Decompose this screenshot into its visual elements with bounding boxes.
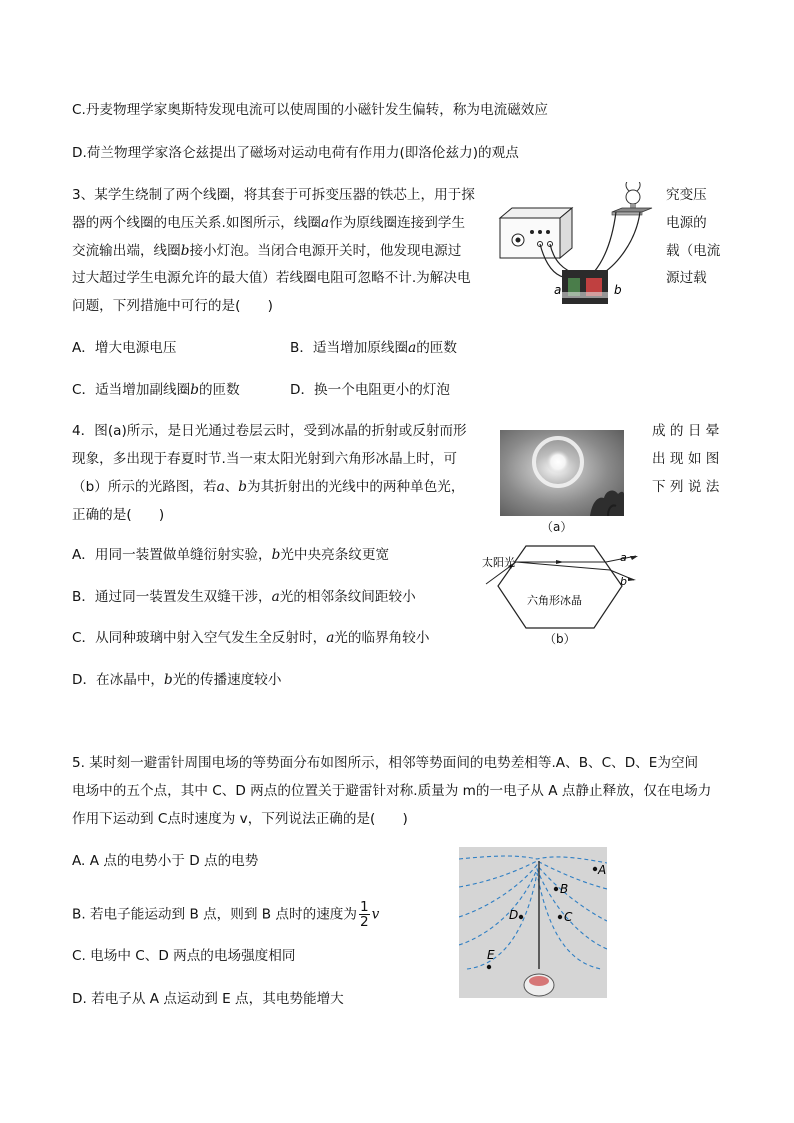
q5-line-3: 作用下运动到 C点时速度为 v，下列说法正确的是( ) (72, 811, 408, 827)
q3-line-2-end: 电源的 (666, 215, 707, 231)
point-a-label: A (598, 863, 607, 877)
q4-option-d: D．在冰晶中，b光的传播速度较小 (72, 672, 282, 688)
q3-option-a: A．增大电源电压 (72, 340, 177, 356)
q5-line-2: 电场中的五个点，其中 C、D 两点的位置关于避雷针对称.质量为 m的一电子从 A 点静止释放，仅在电场力 (72, 783, 712, 799)
transformer-figure (494, 182, 662, 310)
q5-option-a: A. A 点的电势小于 D 点的电势 (72, 853, 259, 869)
q3-option-b: B．适当增加原线圈a的匝数 (290, 340, 457, 356)
q5-option-d: D. 若电子从 A 点运动到 E 点，其电势能增大 (72, 991, 344, 1007)
q3-option-d: D．换一个电阻更小的灯泡 (290, 382, 450, 398)
point-d-label: D (509, 908, 519, 922)
q3-line-2: 器的两个线圈的电压关系.如图所示，线圈a作为原线圈连接到学生 (72, 215, 466, 231)
q3-line-3: 交流输出端，线圈b接小灯泡。当闭合电源开关时，他发现电源过 (72, 243, 462, 259)
q3-line-4: 过大超过学生电源允许的最大值）若线圈电阻可忽略不计.为解决电 (72, 270, 471, 286)
fraction-half: $\frac{1}{2}$ (360, 899, 369, 930)
point-e-label: E (487, 948, 495, 962)
q4-line-1: 4．图(a)所示，是日光通过卷层云时，受到冰晶的折射或反射而形 (72, 423, 467, 439)
q4-option-a: A．用同一装置做单缝衍射实验，b光中央亮条纹更宽 (72, 547, 390, 563)
q3-line-3-end: 载（电流 (666, 243, 721, 259)
q4-line-2-end: 出 现 如 图 (652, 451, 720, 467)
q4-line-4: 正确的是( ) (72, 507, 165, 523)
q2-option-c: C.丹麦物理学家奥斯特发现电流可以使周围的小磁针发生偏转，称为电流磁效应 (72, 102, 548, 118)
crystal-label: 六角形冰晶 (527, 594, 582, 607)
sunlight-label: 太阳光 (482, 556, 515, 569)
figure-a-caption: （a） (541, 520, 573, 534)
q2-option-d: D.荷兰物理学家洛仑兹提出了磁场对运动电荷有作用力(即洛伦兹力)的观点 (72, 145, 519, 161)
figure-b-caption: （b） (544, 632, 576, 646)
sun-halo-photo (500, 430, 624, 516)
q5-line-1: 5. 某时刻一避雷针周围电场的等势面分布如图所示，相邻等势面间的电势差相等.A、B、C、D、E为空间 (72, 755, 699, 771)
q4-option-b: B．通过同一装置发生双缝干涉，a光的相邻条纹间距较小 (72, 589, 416, 605)
ray-a-label: a (620, 551, 627, 564)
q4-line-3-end: 下 列 说 法 (652, 479, 720, 495)
q4-line-3: （b）所示的光路图，若a、b为其折射出的光线中的两种单色光， (72, 479, 465, 495)
q4-option-c: C．从同种玻璃中射入空气发生全反射时，a光的临界角较小 (72, 630, 430, 646)
q4-line-1-end: 成 的 日 晕 (652, 423, 720, 439)
ice-crystal-diagram (478, 540, 648, 632)
q3-line-4-end: 源过载 (666, 270, 707, 286)
q3-line-1-end: 究变压 (666, 187, 707, 203)
point-b-label: B (560, 882, 569, 896)
q3-line-1: 3、某学生绕制了两个线圈，将其套于可拆变压器的铁芯上，用于探 (72, 187, 475, 203)
lightning-rod-field-figure (459, 847, 607, 998)
point-c-label: C (564, 910, 573, 924)
coil-a-label: a (554, 283, 562, 297)
q3-option-c: C．适当增加副线圈b的匝数 (72, 382, 240, 398)
q4-line-2: 现象，多出现于春夏时节.当一束太阳光射到六角形冰晶上时，可 (72, 451, 457, 467)
q5-option-b: B. 若电子能运动到 B 点，则到 B 点时的速度为 $\frac{1}{2}$ v (72, 899, 380, 930)
ray-b-label: b (620, 575, 627, 588)
coil-b-label: b (614, 283, 622, 297)
q3-line-5: 问题，下列措施中可行的是( ) (72, 298, 273, 314)
q5-option-c: C. 电场中 C、D 两点的电场强度相同 (72, 948, 296, 964)
